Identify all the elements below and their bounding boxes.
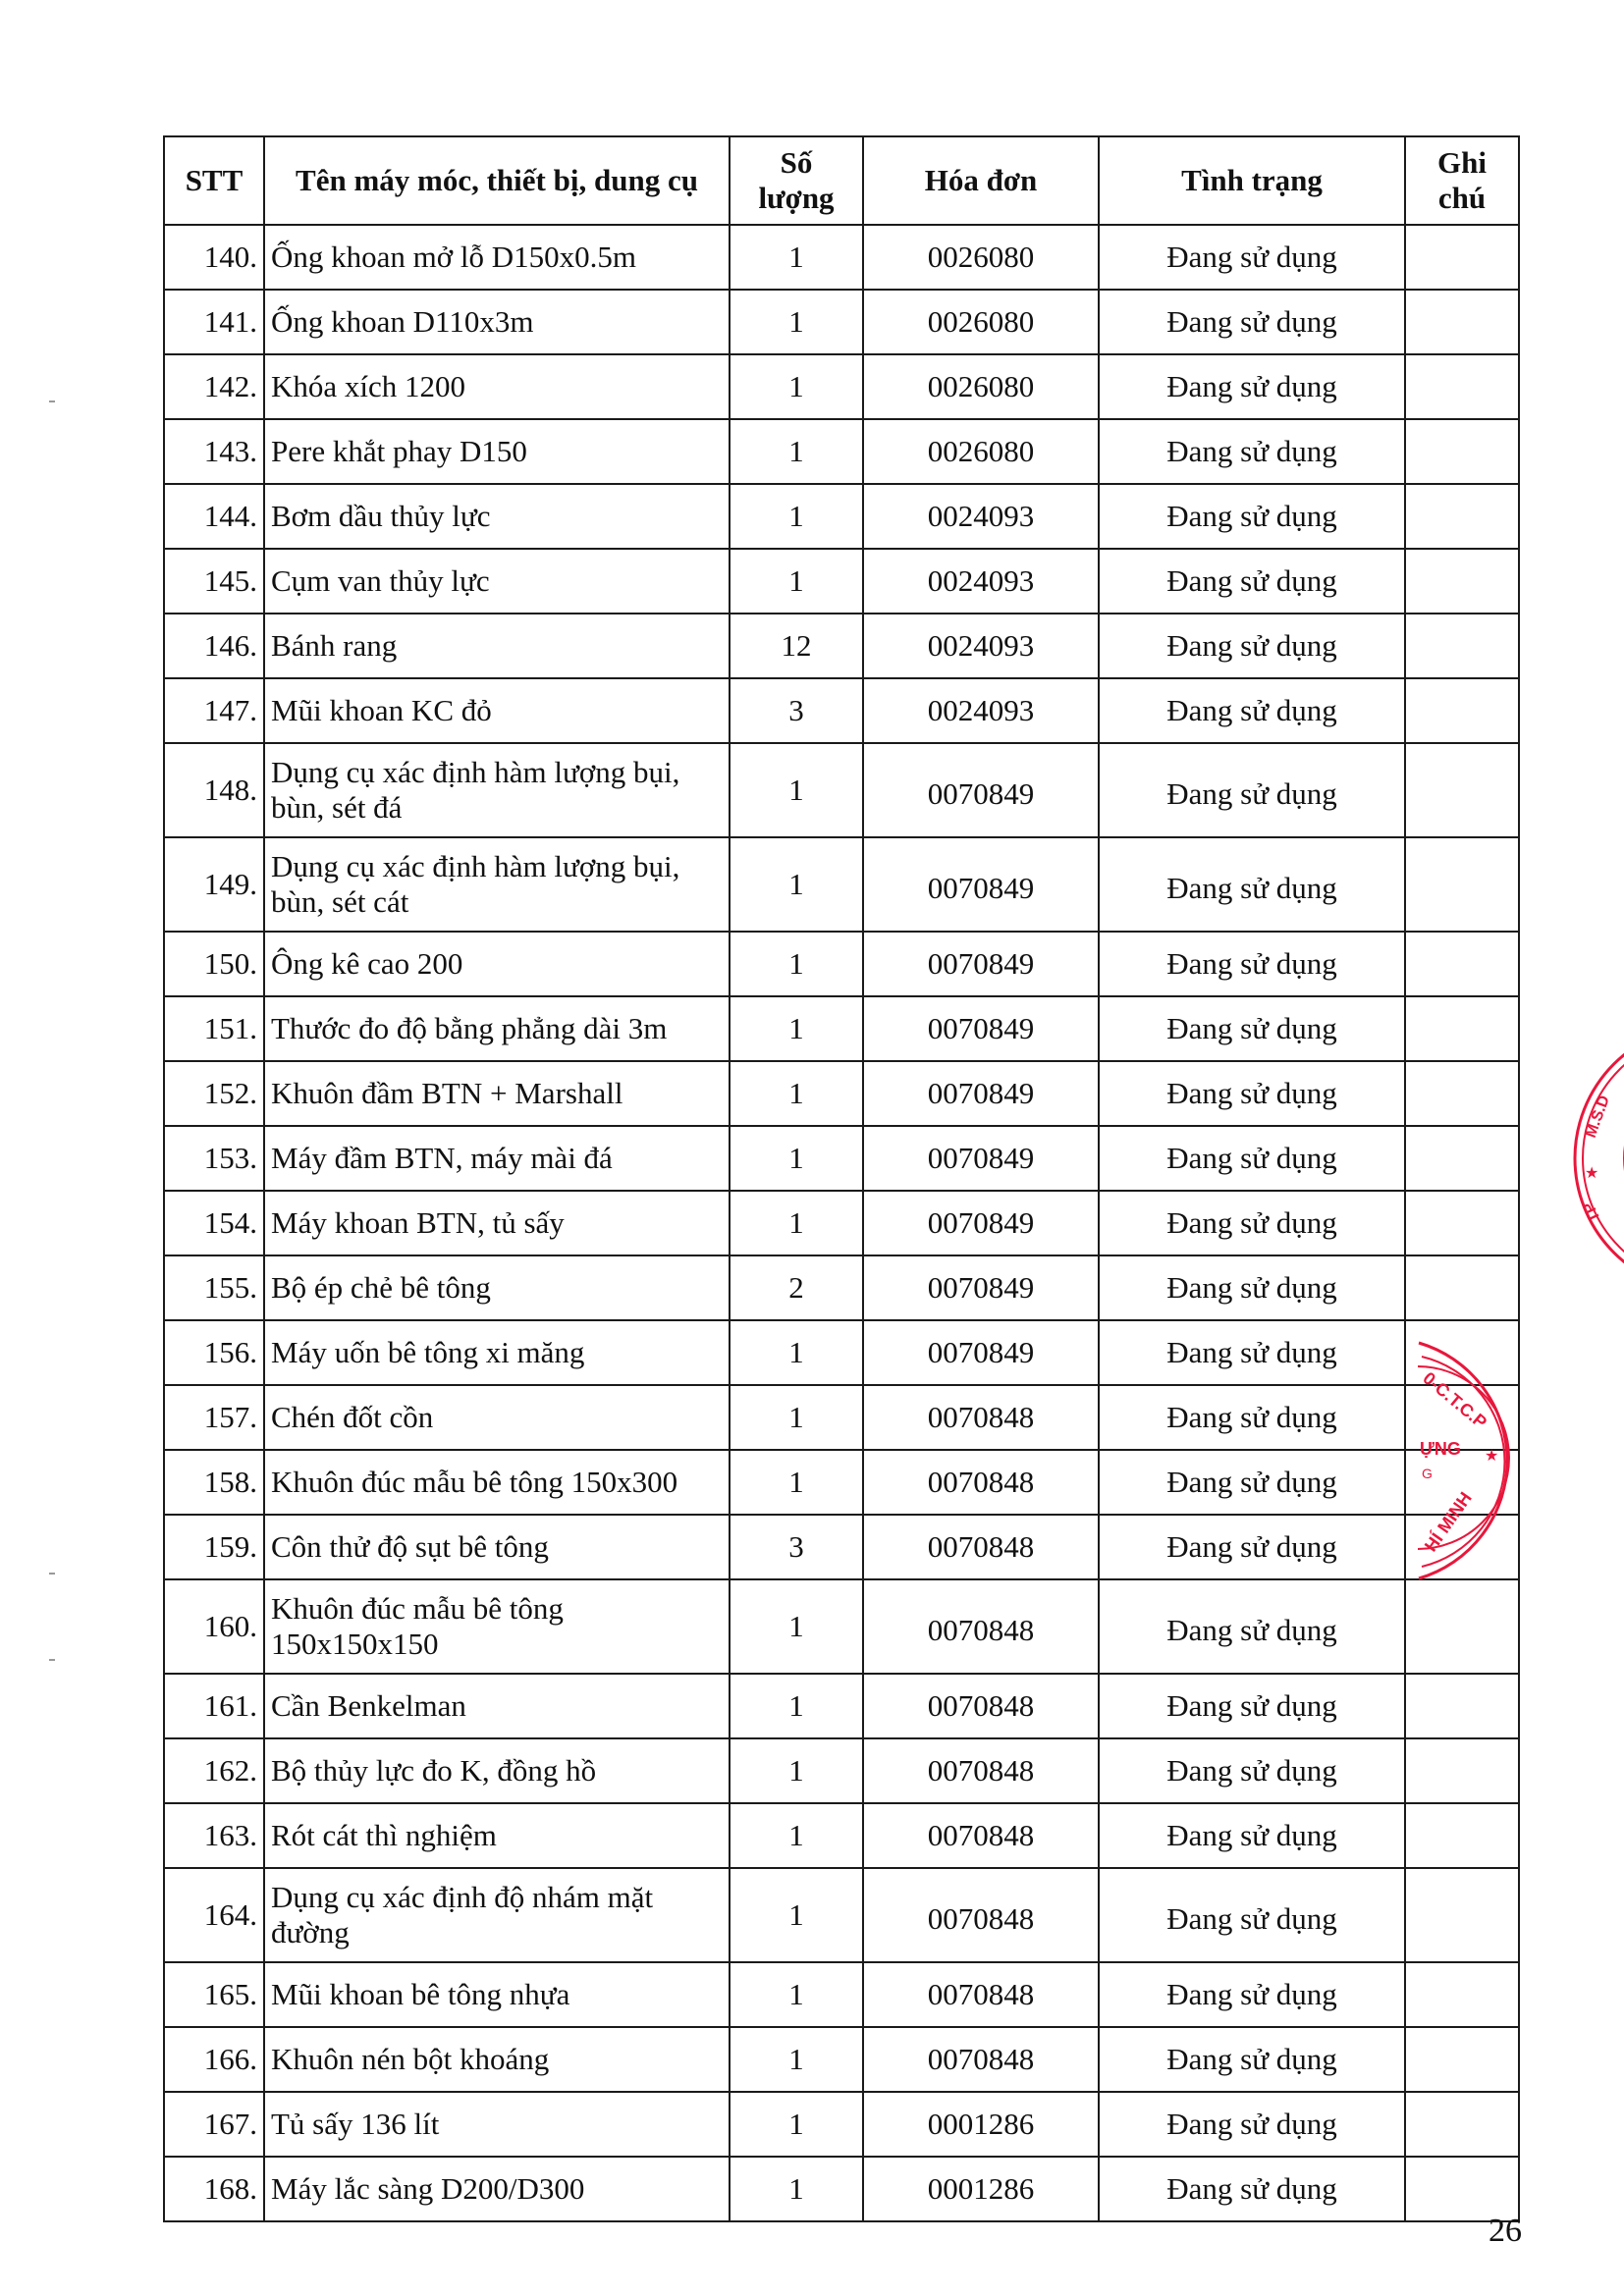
- row-stt: 141.: [164, 290, 264, 354]
- row-note: [1405, 225, 1519, 290]
- row-quantity: 1: [730, 225, 863, 290]
- row-status: Đang sử dụng: [1099, 1061, 1405, 1126]
- row-status: Đang sử dụng: [1099, 484, 1405, 549]
- row-note: [1405, 932, 1519, 996]
- table-row: [164, 2027, 1519, 2092]
- row-quantity: 1: [730, 1191, 863, 1255]
- row-invoice-number: 0070848: [863, 1674, 1099, 1738]
- header-note: [1405, 136, 1519, 225]
- table-row: [164, 1868, 1519, 1962]
- row-invoice-number: 0070848: [863, 1515, 1099, 1579]
- row-quantity: 1: [730, 1450, 863, 1515]
- row-stt: 152.: [164, 1061, 264, 1126]
- row-status: Đang sử dụng: [1099, 290, 1405, 354]
- row-equipment-name: Bơm dầu thủy lực: [264, 484, 730, 549]
- row-equipment-name: Máy khoan BTN, tủ sấy: [264, 1191, 730, 1255]
- table-row: [164, 1962, 1519, 2027]
- row-invoice-number: 0070849: [863, 1320, 1099, 1385]
- row-stt: 147.: [164, 678, 264, 743]
- row-quantity: 2: [730, 1255, 863, 1320]
- row-invoice-number: 0070848: [863, 1450, 1099, 1515]
- row-stt: 168.: [164, 2157, 264, 2221]
- row-equipment-name: Máy lắc sàng D200/D300: [264, 2157, 730, 2221]
- row-stt: 149.: [164, 837, 264, 932]
- table-row: [164, 1515, 1519, 1579]
- row-status: Đang sử dụng: [1099, 1515, 1405, 1579]
- header-note-line1: Ghi: [1437, 145, 1487, 180]
- header-status: Tình trạng: [1099, 136, 1405, 225]
- row-equipment-name: Khóa xích 1200: [264, 354, 730, 419]
- row-quantity: 1: [730, 932, 863, 996]
- row-note: [1405, 1126, 1519, 1191]
- row-equipment-name: Mũi khoan bê tông nhựa: [264, 1962, 730, 2027]
- row-status: Đang sử dụng: [1099, 1255, 1405, 1320]
- row-note: [1405, 549, 1519, 614]
- row-stt: 164.: [164, 1868, 264, 1962]
- row-equipment-name: Khuôn đúc mẫu bê tông 150x150x150: [264, 1579, 730, 1674]
- row-status: Đang sử dụng: [1099, 837, 1405, 932]
- row-status: Đang sử dụng: [1099, 225, 1405, 290]
- row-quantity: 1: [730, 1738, 863, 1803]
- row-invoice-number: 0070849: [863, 932, 1099, 996]
- row-invoice-number: 0070849: [863, 1191, 1099, 1255]
- row-stt: 165.: [164, 1962, 264, 2027]
- row-equipment-name: Cần Benkelman: [264, 1674, 730, 1738]
- row-invoice-number: 0026080: [863, 354, 1099, 419]
- row-invoice-number: 0070848: [863, 1738, 1099, 1803]
- row-stt: 161.: [164, 1674, 264, 1738]
- row-note: [1405, 678, 1519, 743]
- row-quantity: 1: [730, 2027, 863, 2092]
- row-quantity: 1: [730, 549, 863, 614]
- table-header-row: [164, 136, 1519, 225]
- row-note: [1405, 484, 1519, 549]
- row-status: Đang sử dụng: [1099, 1674, 1405, 1738]
- row-stt: 150.: [164, 932, 264, 996]
- table-row: [164, 1803, 1519, 1868]
- row-equipment-name: Dụng cụ xác định hàm lượng bụi, bùn, sét đá: [264, 743, 730, 837]
- table-row: [164, 2157, 1519, 2221]
- row-status: Đang sử dụng: [1099, 1738, 1405, 1803]
- row-equipment-name: Bánh rang: [264, 614, 730, 678]
- table-row: [164, 1738, 1519, 1803]
- row-quantity: 1: [730, 290, 863, 354]
- header-quantity-line2: lượng: [758, 181, 835, 215]
- table-row: [164, 837, 1519, 932]
- table-row: [164, 1674, 1519, 1738]
- row-note: [1405, 614, 1519, 678]
- row-status: Đang sử dụng: [1099, 1868, 1405, 1962]
- row-stt: 160.: [164, 1579, 264, 1674]
- row-invoice-number: 0024093: [863, 614, 1099, 678]
- row-status: Đang sử dụng: [1099, 614, 1405, 678]
- row-stt: 163.: [164, 1803, 264, 1868]
- row-stt: 143.: [164, 419, 264, 484]
- row-invoice-number: 0070848: [863, 1962, 1099, 2027]
- scan-mark: [49, 400, 55, 402]
- row-status: Đang sử dụng: [1099, 549, 1405, 614]
- svg-text:G: G: [1422, 1466, 1433, 1481]
- row-equipment-name: Khuôn nén bột khoáng: [264, 2027, 730, 2092]
- row-quantity: 1: [730, 996, 863, 1061]
- row-stt: 153.: [164, 1126, 264, 1191]
- table-row: [164, 1385, 1519, 1450]
- header-quantity: [730, 136, 863, 225]
- row-stt: 157.: [164, 1385, 264, 1450]
- svg-text:ỰNG: ỰNG: [1420, 1439, 1461, 1459]
- table-row: [164, 1255, 1519, 1320]
- svg-text:★: ★: [1585, 1163, 1599, 1182]
- row-equipment-name: Côn thử độ sụt bê tông: [264, 1515, 730, 1579]
- table-row: [164, 549, 1519, 614]
- svg-text:HÍ MINH: HÍ MINH: [1420, 1488, 1476, 1556]
- row-invoice-number: 0070848: [863, 1803, 1099, 1868]
- row-invoice-number: 0070848: [863, 2027, 1099, 2092]
- row-invoice-number: 0070849: [863, 1061, 1099, 1126]
- row-status: Đang sử dụng: [1099, 996, 1405, 1061]
- row-status: Đang sử dụng: [1099, 1385, 1405, 1450]
- row-stt: 145.: [164, 549, 264, 614]
- row-equipment-name: Cụm van thủy lực: [264, 549, 730, 614]
- header-quantity-line1: Số: [780, 145, 813, 180]
- row-status: Đang sử dụng: [1099, 1803, 1405, 1868]
- row-stt: 148.: [164, 743, 264, 837]
- table-row: [164, 1450, 1519, 1515]
- row-stt: 151.: [164, 996, 264, 1061]
- row-invoice-number: 0070849: [863, 837, 1099, 932]
- table-row: [164, 1191, 1519, 1255]
- table-row: [164, 290, 1519, 354]
- row-equipment-name: Tủ sấy 136 lít: [264, 2092, 730, 2157]
- row-equipment-name: Pere khắt phay D150: [264, 419, 730, 484]
- row-stt: 158.: [164, 1450, 264, 1515]
- row-note: [1405, 1191, 1519, 1255]
- header-note-line2: chú: [1437, 181, 1487, 215]
- row-invoice-number: 0070849: [863, 1126, 1099, 1191]
- row-quantity: 3: [730, 678, 863, 743]
- row-equipment-name: Ống khoan D110x3m: [264, 290, 730, 354]
- row-quantity: 3: [730, 1515, 863, 1579]
- row-note: [1405, 1320, 1519, 1385]
- page-number: 26: [1489, 2213, 1522, 2249]
- row-equipment-name: Khuôn đúc mẫu bê tông 150x300: [264, 1450, 730, 1515]
- row-invoice-number: 0070848: [863, 1579, 1099, 1674]
- table-row: [164, 225, 1519, 290]
- table-row: [164, 1061, 1519, 1126]
- row-equipment-name: Dụng cụ xác định độ nhám mặt đường: [264, 1868, 730, 1962]
- row-stt: 140.: [164, 225, 264, 290]
- row-stt: 155.: [164, 1255, 264, 1320]
- row-note: [1405, 743, 1519, 837]
- row-quantity: 1: [730, 2092, 863, 2157]
- row-quantity: 12: [730, 614, 863, 678]
- table-row: [164, 678, 1519, 743]
- svg-text:M.S.D: M.S.D: [1582, 1093, 1613, 1141]
- row-equipment-name: Mũi khoan KC đỏ: [264, 678, 730, 743]
- row-status: Đang sử dụng: [1099, 743, 1405, 837]
- row-note: [1405, 837, 1519, 932]
- table-row: [164, 614, 1519, 678]
- header-invoice: Hóa đơn: [863, 136, 1099, 225]
- row-status: Đang sử dụng: [1099, 1450, 1405, 1515]
- row-quantity: 1: [730, 1579, 863, 1674]
- row-status: Đang sử dụng: [1099, 1320, 1405, 1385]
- svg-text:TP: TP: [1580, 1199, 1604, 1225]
- row-stt: 167.: [164, 2092, 264, 2157]
- table-row: [164, 354, 1519, 419]
- row-equipment-name: Máy uốn bê tông xi măng: [264, 1320, 730, 1385]
- equipment-table: [163, 135, 1520, 2222]
- row-stt: 166.: [164, 2027, 264, 2092]
- row-stt: 154.: [164, 1191, 264, 1255]
- svg-text:★: ★: [1485, 1446, 1499, 1465]
- row-status: Đang sử dụng: [1099, 419, 1405, 484]
- row-invoice-number: 0070848: [863, 1868, 1099, 1962]
- row-note: [1405, 1803, 1519, 1868]
- table-row: [164, 1126, 1519, 1191]
- row-note: [1405, 290, 1519, 354]
- row-status: Đang sử dụng: [1099, 932, 1405, 996]
- row-quantity: 1: [730, 354, 863, 419]
- row-stt: 162.: [164, 1738, 264, 1803]
- row-equipment-name: Ông kê cao 200: [264, 932, 730, 996]
- row-equipment-name: Thước đo độ bằng phẳng dài 3m: [264, 996, 730, 1061]
- row-note: [1405, 2092, 1519, 2157]
- svg-text:0-C.T.C.P: 0-C.T.C.P: [1419, 1367, 1491, 1433]
- row-stt: 156.: [164, 1320, 264, 1385]
- row-equipment-name: Khuôn đầm BTN + Marshall: [264, 1061, 730, 1126]
- row-quantity: 1: [730, 1674, 863, 1738]
- row-invoice-number: 0001286: [863, 2157, 1099, 2221]
- header-name: Tên máy móc, thiết bị, dung cụ: [264, 136, 730, 225]
- header-stt: STT: [164, 136, 264, 225]
- table-row: [164, 484, 1519, 549]
- row-invoice-number: 0070848: [863, 1385, 1099, 1450]
- table-row: [164, 932, 1519, 996]
- row-stt: 142.: [164, 354, 264, 419]
- row-equipment-name: Ống khoan mở lỗ D150x0.5m: [264, 225, 730, 290]
- row-note: [1405, 1738, 1519, 1803]
- scan-mark: [49, 1659, 55, 1661]
- row-quantity: 1: [730, 1385, 863, 1450]
- row-quantity: 1: [730, 1868, 863, 1962]
- table-row: [164, 2092, 1519, 2157]
- row-note: [1405, 1255, 1519, 1320]
- table-row: [164, 1320, 1519, 1385]
- table-row: [164, 743, 1519, 837]
- row-quantity: 1: [730, 484, 863, 549]
- row-quantity: 1: [730, 743, 863, 837]
- row-invoice-number: 0070849: [863, 996, 1099, 1061]
- company-seal-edge-icon: [1571, 1041, 1624, 1276]
- row-status: Đang sử dụng: [1099, 1126, 1405, 1191]
- row-stt: 146.: [164, 614, 264, 678]
- row-invoice-number: 0026080: [863, 290, 1099, 354]
- row-equipment-name: Rót cát thì nghiệm: [264, 1803, 730, 1868]
- row-quantity: 1: [730, 1061, 863, 1126]
- table-row: [164, 996, 1519, 1061]
- row-equipment-name: Chén đốt cồn: [264, 1385, 730, 1450]
- row-equipment-name: Dụng cụ xác định hàm lượng bụi, bùn, sét cát: [264, 837, 730, 932]
- row-invoice-number: 0024093: [863, 678, 1099, 743]
- row-note: [1405, 1450, 1519, 1515]
- table-row: [164, 419, 1519, 484]
- row-invoice-number: 0070849: [863, 743, 1099, 837]
- row-invoice-number: 0024093: [863, 484, 1099, 549]
- row-quantity: 1: [730, 837, 863, 932]
- row-quantity: 1: [730, 1320, 863, 1385]
- row-invoice-number: 0001286: [863, 2092, 1099, 2157]
- row-invoice-number: 0026080: [863, 225, 1099, 290]
- row-quantity: 1: [730, 2157, 863, 2221]
- row-note: [1405, 1674, 1519, 1738]
- row-invoice-number: 0024093: [863, 549, 1099, 614]
- row-note: [1405, 996, 1519, 1061]
- row-status: Đang sử dụng: [1099, 354, 1405, 419]
- row-status: Đang sử dụng: [1099, 678, 1405, 743]
- row-note: [1405, 419, 1519, 484]
- row-stt: 144.: [164, 484, 264, 549]
- row-status: Đang sử dụng: [1099, 2092, 1405, 2157]
- row-quantity: 1: [730, 1962, 863, 2027]
- row-invoice-number: 0026080: [863, 419, 1099, 484]
- table-row: [164, 1579, 1519, 1674]
- row-note: [1405, 1962, 1519, 2027]
- row-equipment-name: Máy đầm BTN, máy mài đá: [264, 1126, 730, 1191]
- row-quantity: 1: [730, 1126, 863, 1191]
- row-note: [1405, 1868, 1519, 1962]
- row-note: [1405, 1579, 1519, 1674]
- row-note: [1405, 1385, 1519, 1450]
- row-status: Đang sử dụng: [1099, 1191, 1405, 1255]
- row-status: Đang sử dụng: [1099, 1962, 1405, 2027]
- row-invoice-number: 0070849: [863, 1255, 1099, 1320]
- row-quantity: 1: [730, 419, 863, 484]
- row-status: Đang sử dụng: [1099, 1579, 1405, 1674]
- row-equipment-name: Bộ ép chẻ bê tông: [264, 1255, 730, 1320]
- row-status: Đang sử dụng: [1099, 2027, 1405, 2092]
- row-equipment-name: Bộ thủy lực đo K, đồng hồ: [264, 1738, 730, 1803]
- row-note: [1405, 1515, 1519, 1579]
- scan-mark: [49, 1573, 55, 1575]
- row-status: Đang sử dụng: [1099, 2157, 1405, 2221]
- row-note: [1405, 1061, 1519, 1126]
- row-note: [1405, 354, 1519, 419]
- row-quantity: 1: [730, 1803, 863, 1868]
- row-stt: 159.: [164, 1515, 264, 1579]
- row-note: [1405, 2027, 1519, 2092]
